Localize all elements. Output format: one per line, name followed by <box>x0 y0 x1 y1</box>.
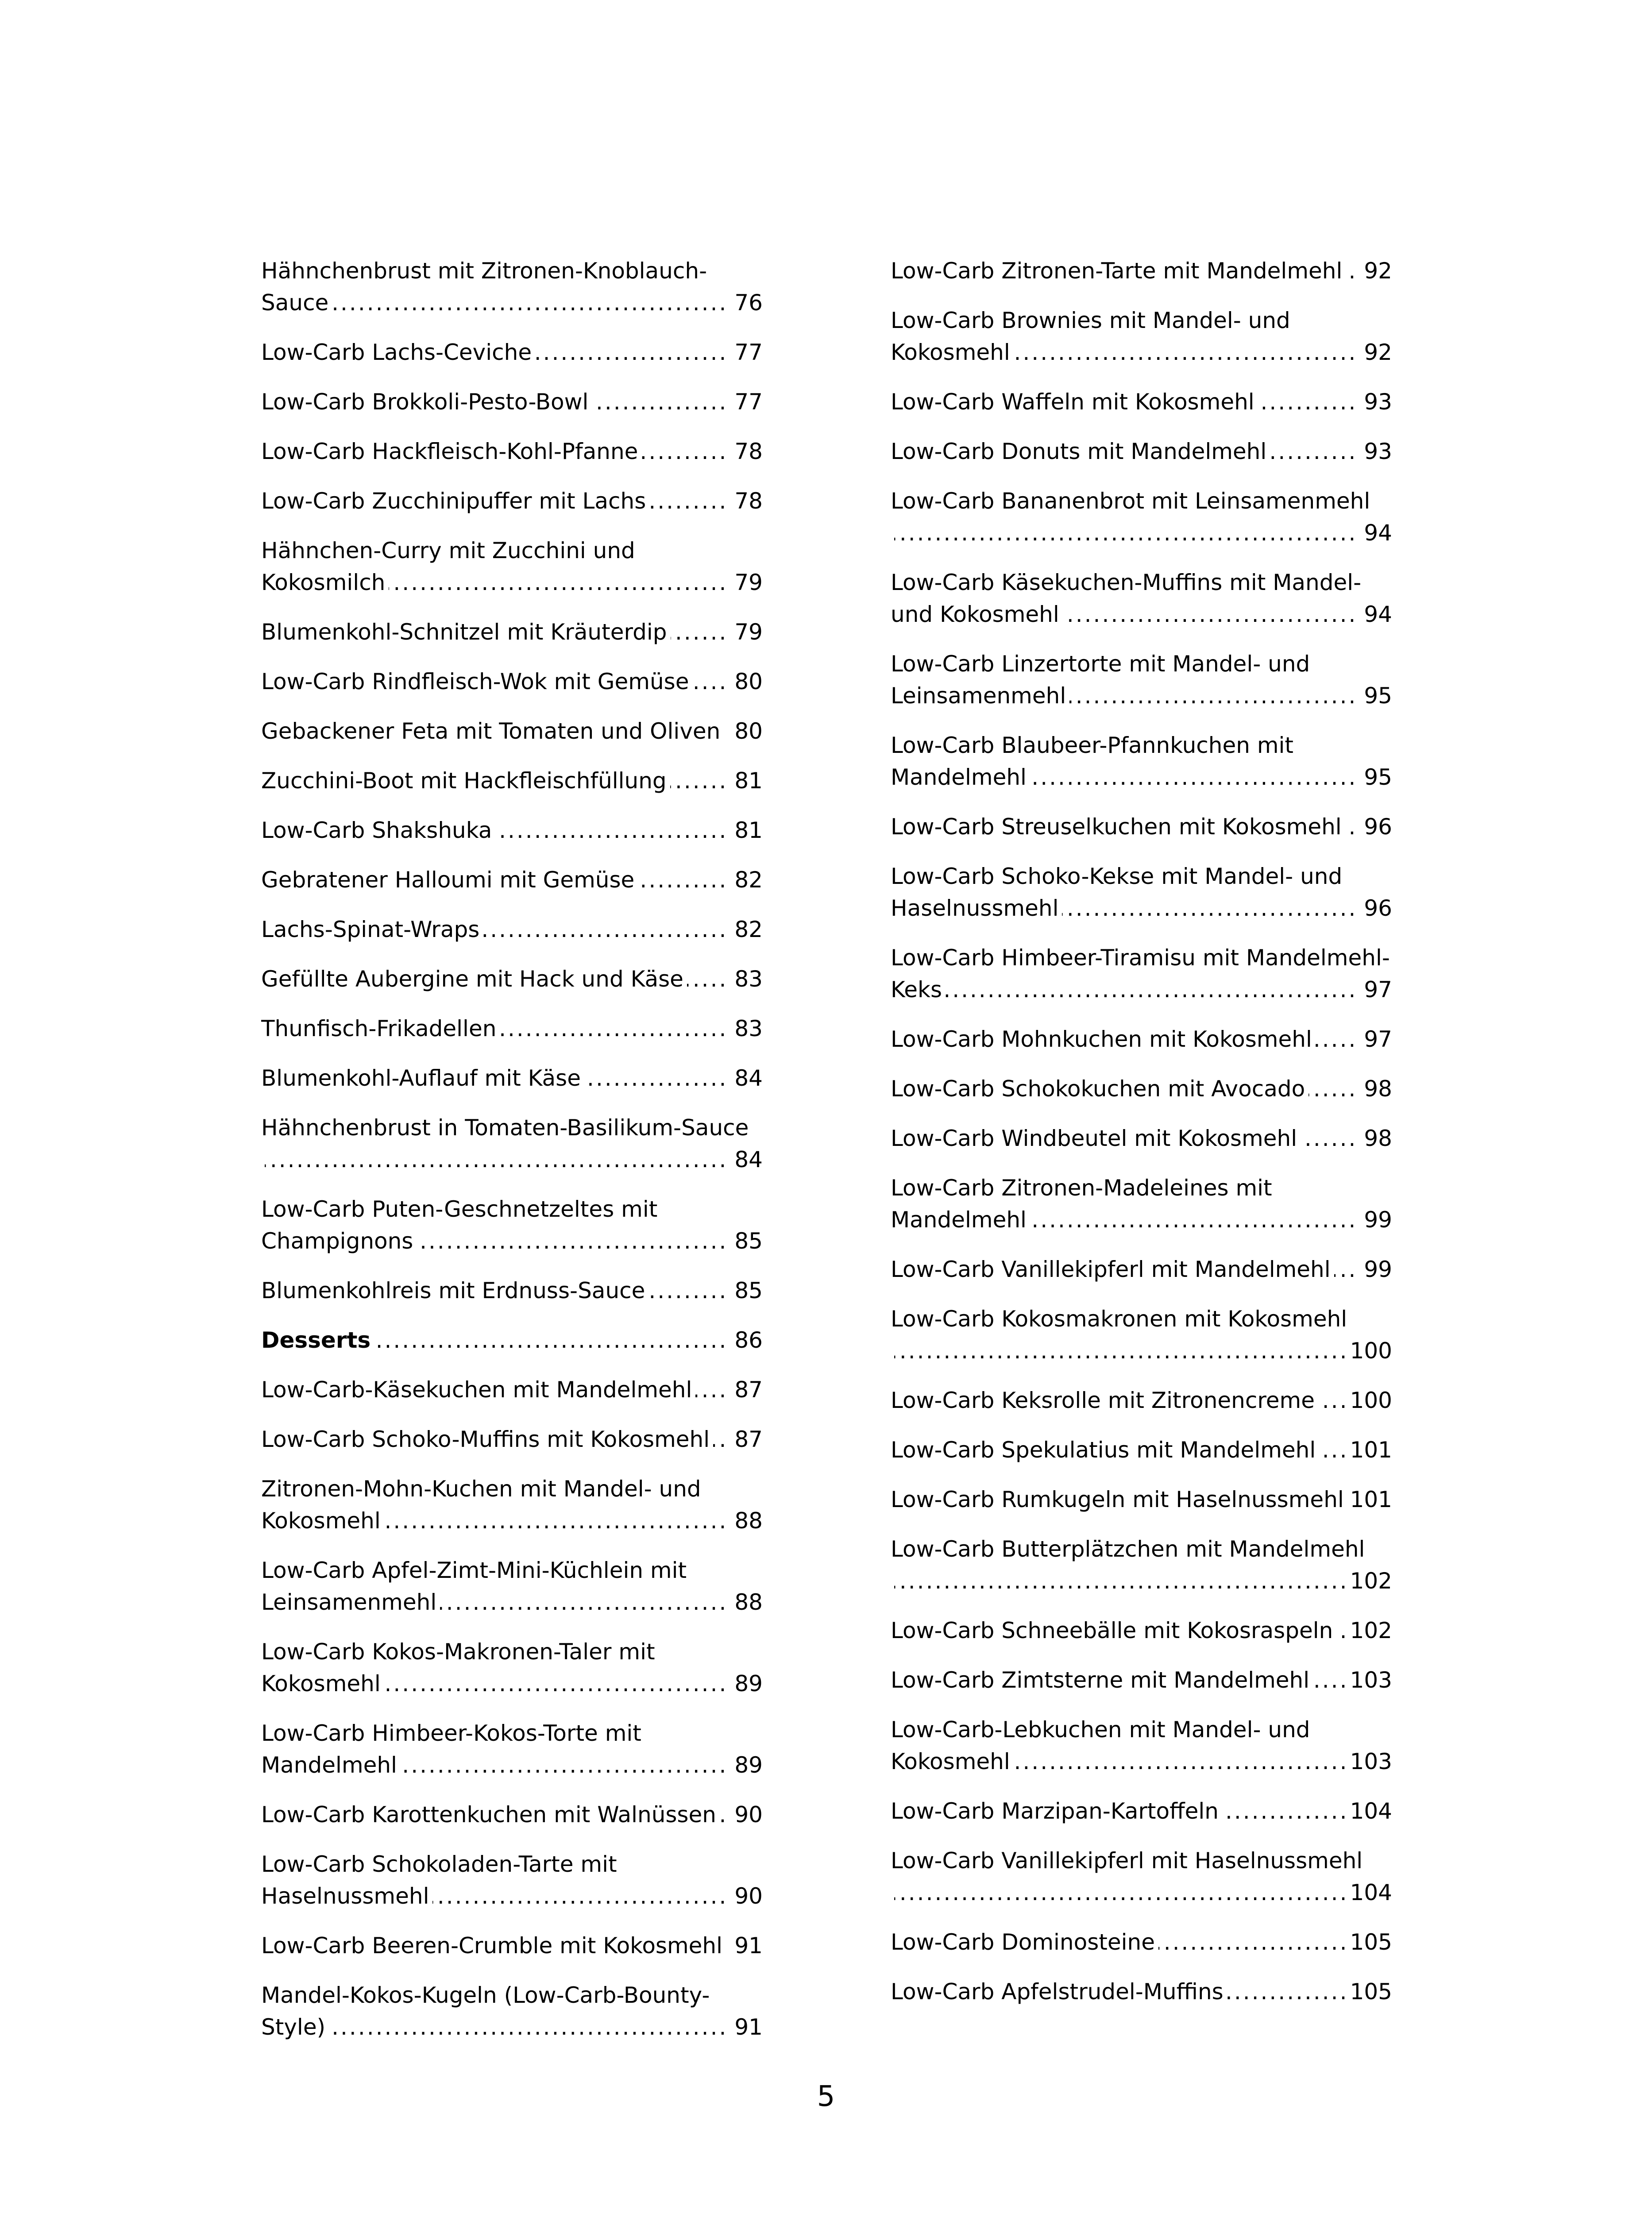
toc-entry-leader <box>891 761 1359 793</box>
toc-entry-title-line: Mandelmehl <box>261 1752 401 1778</box>
toc-entry <box>261 1193 763 1257</box>
toc-entry-page-number: 100 <box>1346 1384 1392 1416</box>
toc-entry-leader <box>891 892 1359 924</box>
toc-entry <box>261 1013 763 1045</box>
toc-entry-title-line: Low-Carb Schoko-Kekse mit Mandel- und <box>891 864 1343 889</box>
toc-entry-leader <box>261 386 730 418</box>
toc-entry <box>261 1324 763 1356</box>
toc-entry-page-number: 91 <box>730 2011 763 2043</box>
toc-entry-page-number: 84 <box>730 1144 763 1176</box>
toc-entry <box>891 811 1392 843</box>
toc-entry-page-number: 89 <box>730 1668 763 1700</box>
toc-entry-leader <box>261 1225 730 1257</box>
toc-entry-page-number: 101 <box>1346 1434 1392 1466</box>
toc-entry-leader <box>261 666 730 698</box>
toc-entry-page-number: 87 <box>730 1374 763 1406</box>
toc-entry-title-line: Champignons <box>261 1228 417 1254</box>
toc-entry-title-line: Gebratener Halloumi mit Gemüse <box>261 867 638 893</box>
toc-entry-title-line: Mandelmehl <box>891 1207 1030 1233</box>
toc-entry-page-number: 92 <box>1359 255 1392 287</box>
toc-right-column <box>891 255 1392 2025</box>
toc-entry-title-line: Low-Carb Spekulatius mit Mandelmehl <box>891 1437 1319 1463</box>
toc-entry-page-number: 99 <box>1359 1204 1392 1236</box>
toc-entry-title-line: Leinsamenmehl <box>261 1589 440 1615</box>
toc-entry-leader <box>261 1749 730 1781</box>
toc-entry-title-line: Low-Carb Apfelstrudel-Muffins <box>891 1979 1227 2005</box>
toc-entry-title-line: Low-Carb Hackfleisch-Kohl-Pfanne <box>261 439 641 464</box>
toc-entry-title-line: Leinsamenmehl <box>891 683 1069 709</box>
toc-entry-leader <box>261 1374 730 1406</box>
toc-entry-page-number: 91 <box>730 1930 763 1962</box>
toc-entry <box>261 715 763 747</box>
toc-entry-leader <box>261 1423 730 1455</box>
toc-entry-page-number: 83 <box>730 1013 763 1045</box>
toc-entry <box>891 305 1392 368</box>
toc-entry-page-number: 90 <box>730 1799 763 1831</box>
toc-entry-title-line: Low-Carb Donuts mit Mandelmehl <box>891 439 1270 464</box>
toc-entry-page-number: 78 <box>730 485 763 517</box>
toc-entry-title-line: Hähnchenbrust in Tomaten-Basilikum-Sauce <box>261 1115 749 1141</box>
toc-entry-leader <box>261 1275 730 1307</box>
toc-entry <box>261 1636 763 1700</box>
toc-entry-title-line: Gebackener Feta mit Tomaten und Oliven <box>261 718 724 744</box>
toc-entry-page-number: 78 <box>730 436 763 467</box>
toc-entry-leader <box>891 1746 1346 1777</box>
toc-entry-title-line <box>891 1568 894 1594</box>
toc-entry-title-line: Low-Carb Brokkoli-Pesto-Bowl <box>261 389 592 415</box>
toc-entry-page-number: 90 <box>730 1880 763 1912</box>
toc-entry <box>891 436 1392 467</box>
toc-entry-page-number: 88 <box>730 1505 763 1537</box>
toc-entry <box>261 1062 763 1094</box>
toc-entry-page-number: 92 <box>1359 336 1392 368</box>
toc-entry <box>261 1473 763 1537</box>
toc-entry-leader <box>891 1926 1346 1958</box>
toc-entry-title-line: Style) <box>261 2014 329 2040</box>
toc-entry-title-line: Low-Carb Rindfleisch-Wok mit Gemüse <box>261 669 692 694</box>
toc-entry-title-line: Lachs-Spinat-Wraps <box>261 917 483 942</box>
toc-entry-title-line: Desserts <box>261 1327 374 1353</box>
toc-entry-title-line: Low-Carb Zitronen-Madeleines mit <box>891 1175 1272 1201</box>
toc-entry-leader <box>261 1930 730 1962</box>
toc-entry-leader <box>261 963 730 995</box>
toc-entry-title-line: Mandel-Kokos-Kugeln (Low-Carb-Bounty- <box>261 1982 710 2008</box>
toc-entry <box>891 1976 1392 2008</box>
toc-entry-title-line: Zitronen-Mohn-Kuchen mit Mandel- und <box>261 1476 701 1502</box>
toc-entry <box>261 535 763 598</box>
toc-entry-page-number: 80 <box>730 666 763 698</box>
toc-entry-leader <box>891 598 1359 630</box>
toc-entry-title-line: Low-Carb Schokokuchen mit Avocado <box>891 1076 1308 1102</box>
toc-entry-page-number: 88 <box>730 1586 763 1618</box>
toc-entry-leader <box>261 1013 730 1045</box>
toc-entry-title-line: Mandelmehl <box>891 764 1030 790</box>
toc-entry-leader <box>891 1335 1346 1367</box>
toc-entry-leader <box>261 567 730 598</box>
toc-entry-title-line: Low-Carb Bananenbrot mit Leinsamenmehl <box>891 488 1370 514</box>
toc-entry <box>261 914 763 945</box>
toc-entry-page-number: 81 <box>730 814 763 846</box>
toc-entry-title-line: Low-Carb-Käsekuchen mit Mandelmehl <box>261 1377 695 1403</box>
toc-entry <box>891 1253 1392 1285</box>
toc-entry-page-number: 95 <box>1359 761 1392 793</box>
toc-entry <box>891 1073 1392 1105</box>
toc-entry-title-line: Hähnchen-Curry mit Zucchini und <box>261 538 635 563</box>
toc-entry-leader <box>261 1062 730 1094</box>
toc-entry <box>891 1795 1392 1827</box>
toc-entry-page-number: 87 <box>730 1423 763 1455</box>
toc-entry-page-number: 93 <box>1359 386 1392 418</box>
toc-entry-title-line: Low-Carb Apfel-Zimt-Mini-Küchlein mit <box>261 1558 687 1583</box>
toc-entry-page-number: 102 <box>1346 1615 1392 1646</box>
toc-entry-title-line <box>891 1338 894 1364</box>
toc-entry-title-line: Low-Carb Waffeln mit Kokosmehl <box>891 389 1258 415</box>
toc-entry-page-number: 105 <box>1346 1976 1392 2008</box>
toc-entry-title-line: Low-Carb Brownies mit Mandel- und <box>891 308 1290 333</box>
toc-entry <box>891 1664 1392 1696</box>
toc-entry-leader <box>891 811 1359 843</box>
toc-entry-page-number: 98 <box>1359 1073 1392 1105</box>
toc-entry-page-number: 100 <box>1346 1335 1392 1367</box>
toc-entry-title-line: Kokosmehl <box>261 1671 384 1696</box>
toc-entry-leader <box>891 255 1359 287</box>
toc-entry-title-line: Low-Carb Kokosmakronen mit Kokosmehl <box>891 1306 1347 1332</box>
toc-entry-title-line: Low-Carb Lachs-Ceviche <box>261 339 535 365</box>
toc-entry-title-line: Low-Carb Butterplätzchen mit Mandelmehl <box>891 1536 1365 1562</box>
toc-entry-page-number: 103 <box>1346 1664 1392 1696</box>
toc-entry-title-line: Thunfisch-Frikadellen <box>261 1016 500 1041</box>
toc-entry <box>261 616 763 648</box>
toc-entry <box>891 1303 1392 1367</box>
toc-entry-leader <box>261 1144 730 1176</box>
toc-entry <box>891 1434 1392 1466</box>
toc-entry-page-number: 98 <box>1359 1122 1392 1154</box>
toc-entry-leader <box>261 287 730 319</box>
toc-entry <box>261 386 763 418</box>
toc-entry-title-line: Low-Carb Karottenkuchen mit Walnüssen <box>261 1802 720 1827</box>
toc-entry-page-number: 101 <box>1346 1484 1392 1515</box>
toc-entry-page-number: 79 <box>730 616 763 648</box>
toc-entry-leader <box>891 1795 1346 1827</box>
toc-entry <box>891 648 1392 712</box>
toc-entry-page-number: 96 <box>1359 811 1392 843</box>
toc-entry-leader <box>261 485 730 517</box>
toc-entry-title-line: und Kokosmehl <box>891 601 1063 627</box>
toc-entry <box>261 1374 763 1406</box>
toc-entry-title-line: Low-Carb Mohnkuchen mit Kokosmehl <box>891 1026 1316 1052</box>
toc-entry-leader <box>891 1664 1346 1696</box>
toc-entry <box>891 1926 1392 1958</box>
toc-entry-page-number: 103 <box>1346 1746 1392 1777</box>
toc-entry-page-number: 76 <box>730 287 763 319</box>
toc-entry <box>891 1714 1392 1777</box>
toc-entry-leader <box>891 436 1359 467</box>
toc-entry-page-number: 94 <box>1359 598 1392 630</box>
toc-entry-title-line: Low-Carb Keksrolle mit Zitronencreme <box>891 1388 1318 1413</box>
toc-entry <box>891 860 1392 924</box>
toc-entry <box>891 1533 1392 1597</box>
toc-entry-title-line: Sauce <box>261 290 332 316</box>
toc-entry <box>261 1717 763 1781</box>
toc-entry-page-number: 77 <box>730 386 763 418</box>
toc-entry-leader <box>891 1122 1359 1154</box>
toc-entry-leader <box>261 1324 730 1356</box>
toc-entry-title-line: Low-Carb Schokoladen-Tarte mit <box>261 1851 617 1877</box>
toc-entry-leader <box>891 1204 1359 1236</box>
toc-entry-leader <box>891 974 1359 1006</box>
toc-entry-title-line: Low-Carb Vanillekipferl mit Mandelmehl <box>891 1257 1334 1282</box>
toc-entry-title-line <box>891 520 894 546</box>
toc-entry-title-line: Blumenkohl-Auflauf mit Käse <box>261 1065 584 1091</box>
toc-entry <box>261 765 763 797</box>
toc-entry-page-number: 79 <box>730 567 763 598</box>
page-number: 5 <box>817 2080 835 2113</box>
toc-entry-leader <box>891 1484 1346 1515</box>
toc-entry-title-line: Blumenkohlreis mit Erdnuss-Sauce <box>261 1278 648 1303</box>
toc-entry-title-line: Low-Carb Beeren-Crumble mit Kokosmehl <box>261 1933 726 1959</box>
toc-entry-title-line: Zucchini-Boot mit Hackfleischfüllung <box>261 768 670 794</box>
toc-entry-title-line: Low-Carb Schoko-Muffins mit Kokosmehl <box>261 1426 713 1452</box>
toc-entry-page-number: 99 <box>1359 1253 1392 1285</box>
toc-entry <box>261 436 763 467</box>
toc-entry-page-number: 82 <box>730 864 763 896</box>
toc-entry <box>891 567 1392 630</box>
toc-entry-page-number: 104 <box>1346 1795 1392 1827</box>
toc-entry-page-number: 77 <box>730 336 763 368</box>
toc-entry-page-number: 94 <box>1359 517 1392 549</box>
toc-entry <box>261 336 763 368</box>
toc-entry-leader <box>261 765 730 797</box>
toc-entry-title-line: Low-Carb Zitronen-Tarte mit Mandelmehl <box>891 258 1346 284</box>
toc-entry-title-line: Keks <box>891 977 946 1002</box>
toc-entry <box>261 864 763 896</box>
toc-entry-title-line: Blumenkohl-Schnitzel mit Kräuterdip <box>261 619 671 645</box>
toc-entry-leader <box>261 814 730 846</box>
toc-entry-leader <box>891 680 1359 712</box>
toc-entry-leader <box>891 1073 1359 1105</box>
toc-entry <box>261 485 763 517</box>
toc-entry-leader <box>891 1615 1346 1646</box>
toc-entry-leader <box>261 1799 730 1831</box>
toc-entry <box>891 485 1392 549</box>
toc-entry-title-line: Low-Carb Schneebälle mit Kokosraspeln <box>891 1618 1336 1643</box>
toc-entry-leader <box>891 517 1359 549</box>
toc-entry-title-line: Haselnussmehl <box>261 1883 432 1909</box>
toc-entry-page-number: 97 <box>1359 1023 1392 1055</box>
toc-entry-leader <box>261 715 730 747</box>
toc-entry <box>891 1615 1392 1646</box>
toc-entry <box>261 255 763 319</box>
toc-entry-title-line: Low-Carb Kokos-Makronen-Taler mit <box>261 1639 655 1665</box>
toc-entry-page-number: 82 <box>730 914 763 945</box>
toc-entry-leader <box>261 1880 730 1912</box>
toc-entry-title-line: Gefüllte Aubergine mit Hack und Käse <box>261 966 687 992</box>
toc-entry-title-line: Low-Carb Himbeer-Tiramisu mit Mandelmehl- <box>891 945 1390 971</box>
toc-entry <box>261 814 763 846</box>
toc-entry-leader <box>261 914 730 945</box>
toc-entry-title-line: Low-Carb Zimtsterne mit Mandelmehl <box>891 1667 1313 1693</box>
toc-entry-leader <box>261 2011 730 2043</box>
toc-entry-leader <box>891 1023 1359 1055</box>
toc-entry <box>891 1023 1392 1055</box>
toc-entry-page-number: 96 <box>1359 892 1392 924</box>
toc-entry-page-number: 84 <box>730 1062 763 1094</box>
toc-entry <box>261 1423 763 1455</box>
toc-entry-leader <box>261 864 730 896</box>
toc-entry-title-line: Low-Carb Windbeutel mit Kokosmehl <box>891 1126 1301 1151</box>
toc-entry <box>891 255 1392 287</box>
toc-entry <box>261 1112 763 1176</box>
toc-entry-page-number: 85 <box>730 1225 763 1257</box>
toc-entry-title-line: Low-Carb Vanillekipferl mit Haselnussmehl <box>891 1848 1363 1874</box>
toc-entry-leader <box>261 1505 730 1537</box>
toc-entry-leader <box>891 1976 1346 2008</box>
toc-entry-page-number: 93 <box>1359 436 1392 467</box>
toc-entry <box>261 1554 763 1618</box>
toc-entry <box>891 1484 1392 1515</box>
toc-entry-page-number: 89 <box>730 1749 763 1781</box>
toc-entry-leader <box>891 1877 1346 1908</box>
toc-entry-page-number: 81 <box>730 765 763 797</box>
toc-entry <box>261 1930 763 1962</box>
toc-entry-title-line: Kokosmehl <box>891 1749 1014 1774</box>
toc-entry-page-number: 102 <box>1346 1565 1392 1597</box>
toc-entry <box>261 666 763 698</box>
toc-entry <box>891 386 1392 418</box>
toc-left-column <box>261 255 763 2061</box>
toc-entry-title-line: Low-Carb-Lebkuchen mit Mandel- und <box>891 1717 1310 1743</box>
toc-entry-leader <box>891 1565 1346 1597</box>
toc-entry <box>261 1275 763 1307</box>
toc-entry-leader <box>261 436 730 467</box>
toc-entry <box>891 942 1392 1006</box>
toc-entry-title-line: Kokosmehl <box>261 1508 384 1534</box>
toc-entry-page-number: 95 <box>1359 680 1392 712</box>
toc-entry-page-number: 83 <box>730 963 763 995</box>
toc-entry-leader <box>261 616 730 648</box>
toc-entry-title-line: Low-Carb Käsekuchen-Muffins mit Mandel- <box>891 570 1362 595</box>
toc-entry-title-line: Kokosmilch <box>261 570 389 595</box>
toc-entry-title-line: Low-Carb Puten-Geschnetzeltes mit <box>261 1196 658 1222</box>
toc-entry-page-number: 97 <box>1359 974 1392 1006</box>
toc-entry-page-number: 104 <box>1346 1877 1392 1908</box>
toc-entry-title-line: Low-Carb Himbeer-Kokos-Torte mit <box>261 1720 641 1746</box>
toc-entry-page-number: 80 <box>730 715 763 747</box>
toc-entry-title-line: Hähnchenbrust mit Zitronen-Knoblauch- <box>261 258 707 284</box>
toc-entry <box>261 1799 763 1831</box>
toc-entry <box>891 1122 1392 1154</box>
toc-entry-leader <box>261 1668 730 1700</box>
toc-entry-leader <box>261 1586 730 1618</box>
toc-entry-leader <box>891 1384 1346 1416</box>
toc-entry-title-line <box>261 1147 265 1172</box>
toc-entry-title-line <box>891 1880 894 1905</box>
toc-entry-title-line: Low-Carb Zucchinipuffer mit Lachs <box>261 488 649 514</box>
toc-entry-title-line: Low-Carb Streuselkuchen mit Kokosmehl <box>891 814 1345 840</box>
toc-entry-title-line: Low-Carb Shakshuka <box>261 817 495 843</box>
toc-entry-leader <box>891 336 1359 368</box>
toc-entry-leader <box>891 1434 1346 1466</box>
toc-entry-leader <box>891 386 1359 418</box>
toc-entry-title-line: Kokosmehl <box>891 339 1014 365</box>
toc-entry-leader <box>891 1253 1359 1285</box>
toc-entry-page-number: 105 <box>1346 1926 1392 1958</box>
toc-entry-leader <box>261 336 730 368</box>
toc-entry-title-line: Low-Carb Linzertorte mit Mandel- und <box>891 651 1310 677</box>
toc-entry <box>891 1845 1392 1908</box>
toc-entry-page-number: 85 <box>730 1275 763 1307</box>
toc-entry <box>891 1172 1392 1236</box>
toc-entry <box>891 729 1392 793</box>
toc-entry-title-line: Low-Carb Dominosteine <box>891 1929 1158 1955</box>
toc-entry-title-line: Low-Carb Blaubeer-Pfannkuchen mit <box>891 733 1294 758</box>
toc-entry-title-line: Haselnussmehl <box>891 895 1062 921</box>
toc-entry <box>261 1848 763 1912</box>
toc-entry-title-line: Low-Carb Marzipan-Kartoffeln <box>891 1798 1222 1824</box>
toc-entry <box>261 963 763 995</box>
toc-entry-title-line: Low-Carb Rumkugeln mit Haselnussmehl <box>891 1487 1346 1512</box>
toc-entry-page-number: 86 <box>730 1324 763 1356</box>
toc-entry <box>891 1384 1392 1416</box>
toc-entry <box>261 1979 763 2043</box>
